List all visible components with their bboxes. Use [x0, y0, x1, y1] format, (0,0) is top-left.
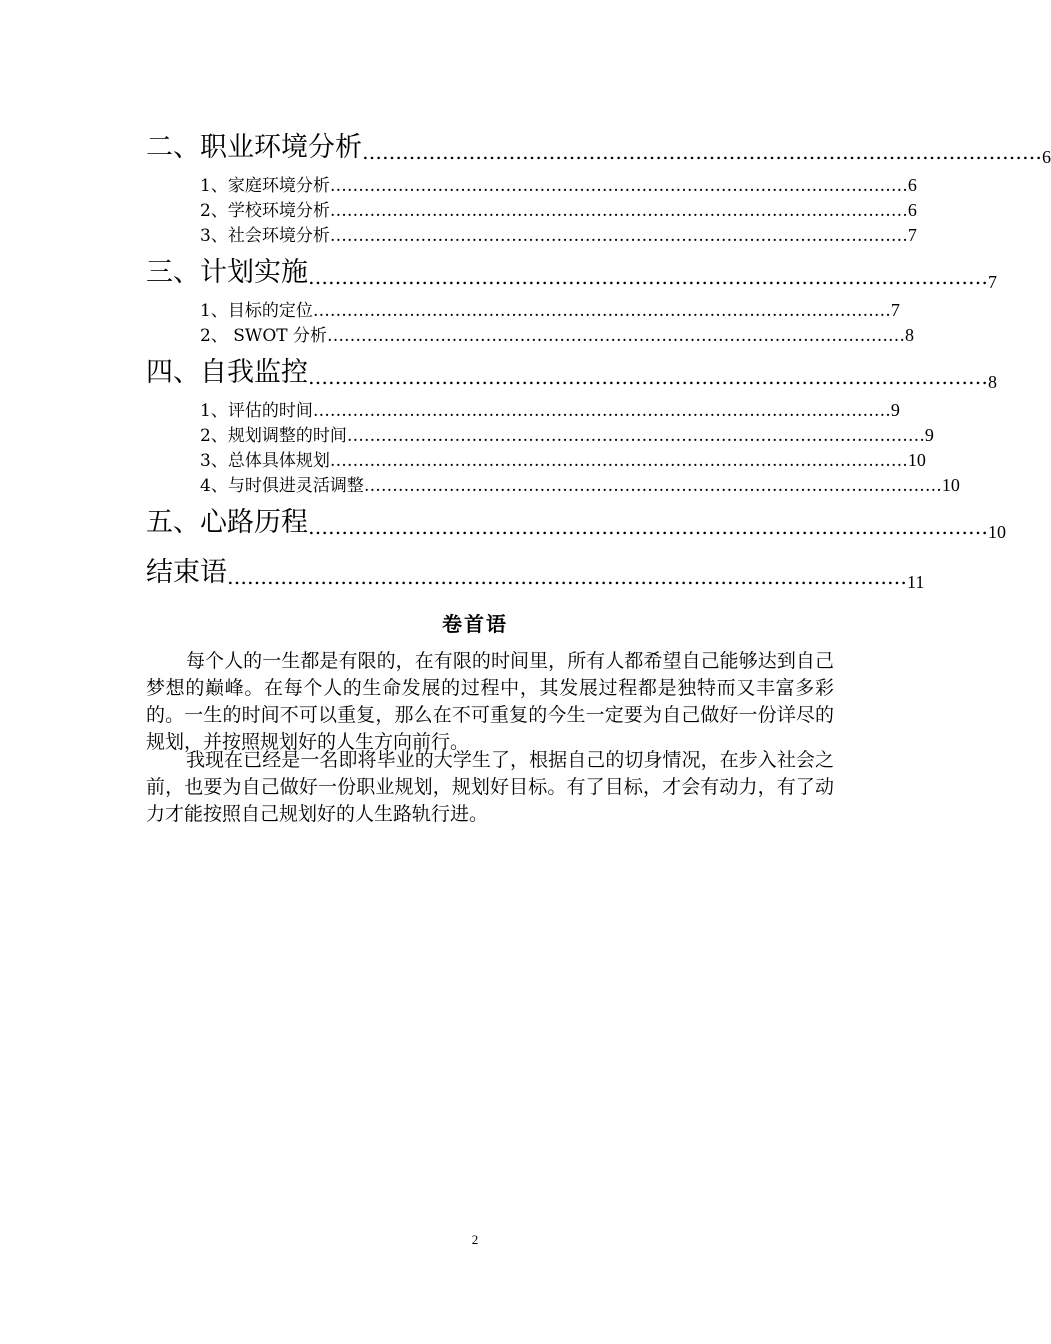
toc-leader-dots: …………………………………………………………………………………………: [329, 451, 908, 471]
toc-entry[interactable]: [146, 130, 1051, 167]
toc-entry-page: 10: [988, 522, 1006, 542]
toc-entry-label: 4、与时俱进灵活调整: [200, 476, 364, 496]
toc-leader-dots: …………………………………………………………………………………………: [329, 201, 908, 221]
toc-leader-dots: …………………………………………………………………………………………: [308, 265, 988, 289]
toc-entry-page: 8: [988, 372, 997, 392]
toc-entry-label: 三、计划实施: [146, 257, 308, 288]
toc-entry-label: 2、 SWOT 分析: [200, 326, 328, 346]
page-number: 2: [471, 1232, 479, 1247]
toc-entry[interactable]: [146, 324, 915, 346]
toc-leader-dots: …………………………………………………………………………………………: [312, 301, 891, 321]
toc-leader-dots: …………………………………………………………………………………………: [327, 326, 906, 346]
toc-entry-page: 11: [907, 572, 925, 592]
toc-entry-page: 7: [907, 225, 917, 245]
toc-leader-dots: …………………………………………………………………………………………: [329, 176, 908, 196]
toc-leader-dots: …………………………………………………………………………………………: [227, 565, 907, 589]
toc-entry[interactable]: [146, 474, 960, 496]
toc-entry[interactable]: [146, 355, 997, 392]
toc-entry-label: 3、总体具体规划: [200, 451, 330, 471]
toc-entry-page: 7: [890, 300, 900, 320]
toc-entry[interactable]: [146, 555, 925, 592]
toc-leader-dots: …………………………………………………………………………………………: [312, 401, 891, 421]
toc-entry-label: 二、职业环境分析: [146, 132, 362, 163]
toc-entry-page: 6: [907, 175, 917, 195]
toc-entry[interactable]: [146, 399, 900, 421]
toc-entry-label: 2、学校环境分析: [200, 201, 330, 221]
toc-entry-label: 3、社会环境分析: [200, 226, 330, 246]
toc-entry[interactable]: [146, 299, 900, 321]
toc-leader-dots: …………………………………………………………………………………………: [363, 476, 942, 496]
toc-entry-label: 四、自我监控: [146, 357, 308, 388]
toc-entry-page: 9: [890, 400, 900, 420]
toc-entry[interactable]: [146, 424, 934, 446]
toc-leader-dots: …………………………………………………………………………………………: [329, 226, 908, 246]
toc-leader-dots: …………………………………………………………………………………………: [308, 515, 988, 539]
preface-title: 卷首语: [442, 612, 508, 636]
toc-entry-page: 10: [941, 475, 960, 495]
toc-entry-label: 1、家庭环境分析: [200, 176, 330, 196]
toc-entry[interactable]: [146, 199, 917, 221]
preface-paragraph: 每个人的一生都是有限的，在有限的时间里，所有人都希望自己能够达到自己梦想的巅峰。在每个人的生命发展的过程中，其发展过程都是独特而又丰富多彩的。一生的时间不可以重复，那么在不可重复的今生一定要为自己做好一份详尽的规划，并按照规划好的人生方向前行。: [146, 650, 834, 753]
toc-entry[interactable]: [146, 255, 997, 292]
toc-entry[interactable]: [146, 224, 917, 246]
toc-entry-label: 1、评估的时间: [200, 401, 313, 421]
toc-entry-page: 7: [988, 272, 997, 292]
toc-leader-dots: …………………………………………………………………………………………: [362, 140, 1042, 164]
toc-entry-page: 10: [907, 450, 926, 470]
toc-entry-page: 9: [924, 425, 934, 445]
toc-entry-page: 6: [907, 200, 917, 220]
toc-entry-label: 五、心路历程: [146, 507, 308, 538]
toc-entry-label: 1、目标的定位: [200, 301, 313, 321]
toc-leader-dots: …………………………………………………………………………………………: [308, 365, 988, 389]
toc-leader-dots: …………………………………………………………………………………………: [346, 426, 925, 446]
toc-entry-page: 8: [905, 325, 915, 345]
toc-entry[interactable]: [146, 505, 1006, 542]
toc-entry-label: 结束语: [146, 557, 227, 588]
toc-entry-label: 2、规划调整的时间: [200, 426, 347, 446]
toc-entry[interactable]: [146, 449, 926, 471]
toc-entry[interactable]: [146, 174, 917, 196]
preface-paragraph: 我现在已经是一名即将毕业的大学生了，根据自己的切身情况，在步入社会之前，也要为自己做好一份职业规划，规划好目标。有了目标，才会有动力，有了动力才能按照自己规划好的人生路轨行进。: [146, 749, 834, 825]
toc-entry-page: 6: [1042, 147, 1051, 167]
